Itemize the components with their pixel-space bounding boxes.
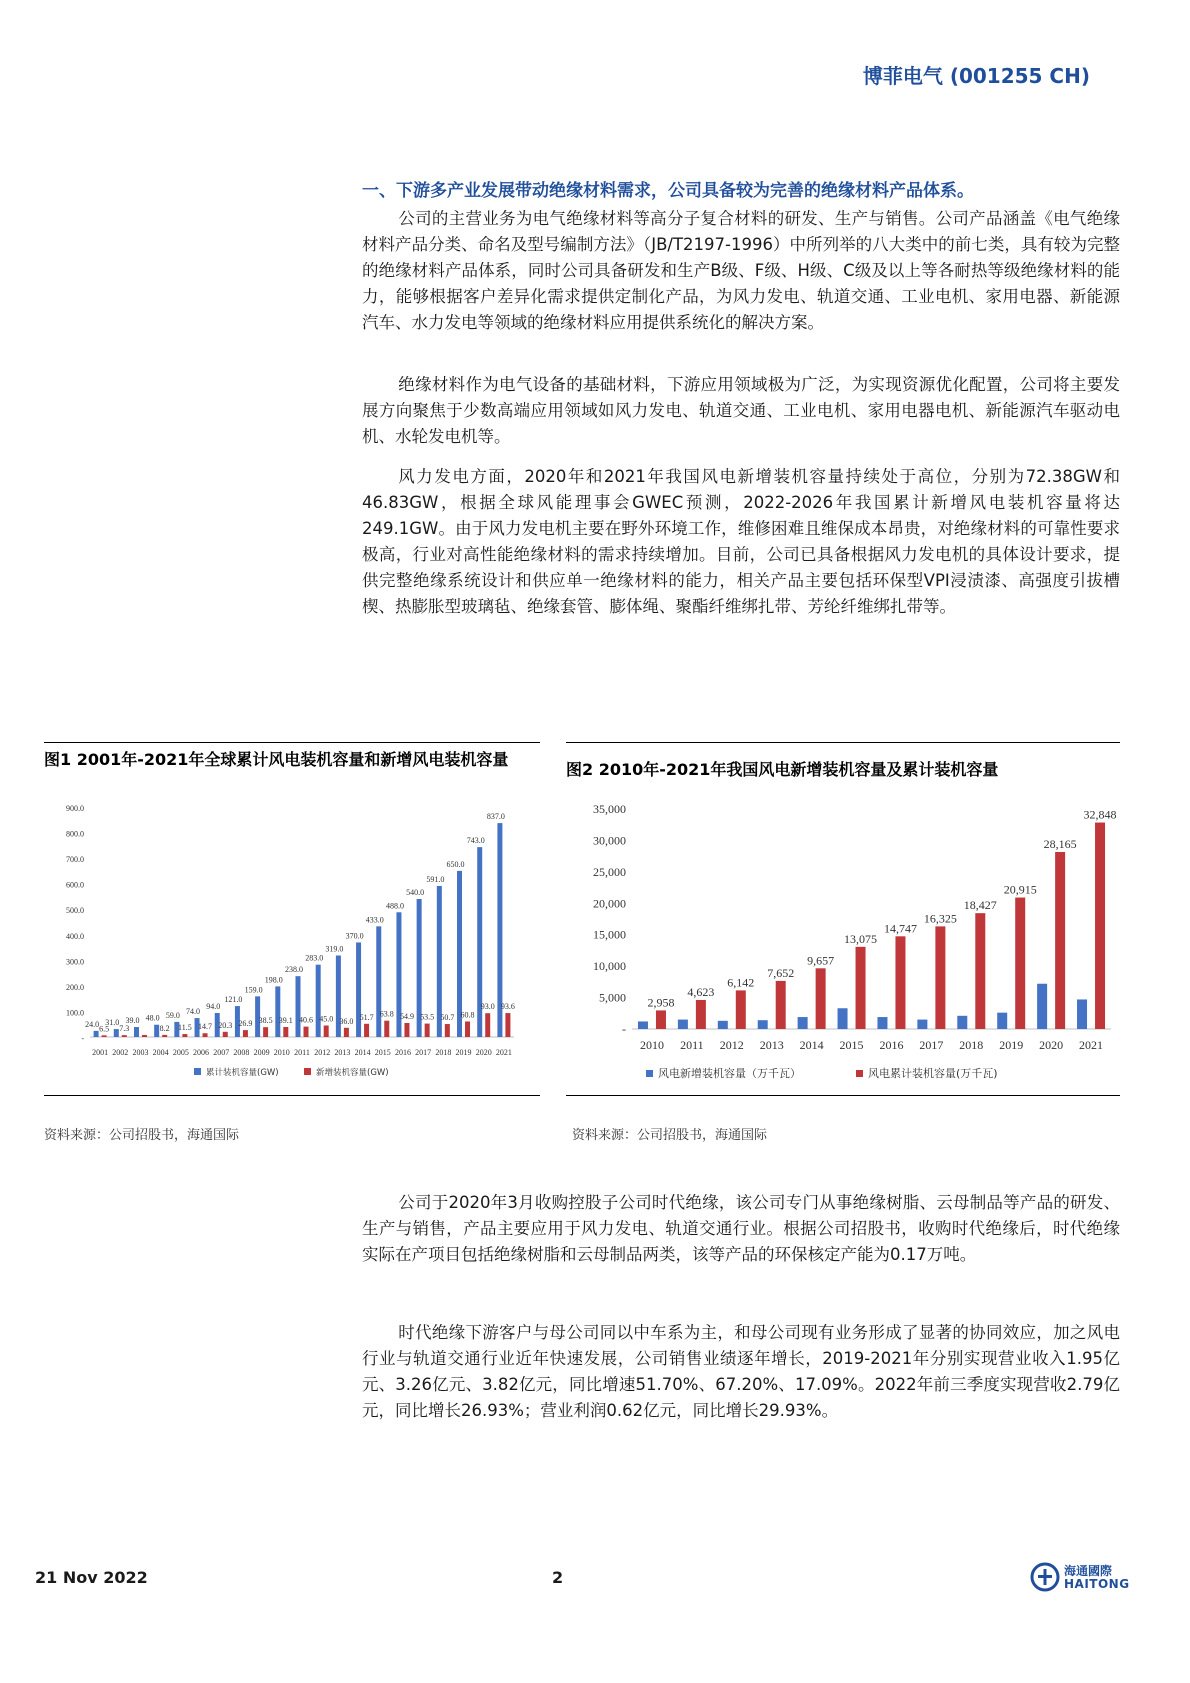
bar-series-2 (1095, 823, 1105, 1029)
bar-series-1 (877, 1017, 887, 1029)
figure-1-source: 资料来源：公司招股书，海通国际 (44, 1128, 240, 1143)
bar-series-2 (182, 1034, 187, 1037)
legend-label: 风电新增装机容量（万千瓦） (658, 1067, 801, 1080)
x-tick-label: 2018 (435, 1048, 452, 1057)
y-tick-label: 30,000 (593, 833, 626, 848)
figure-2-source: 资料来源：公司招股书，海通国际 (572, 1128, 768, 1143)
bar-series-2 (736, 990, 746, 1029)
haitong-logo-icon (1030, 1562, 1060, 1592)
data-label: 24.0 (85, 1019, 100, 1029)
data-label: 198.0 (264, 975, 283, 985)
legend-label: 累计装机容量(GW) (206, 1068, 279, 1078)
x-tick-label: 2011 (294, 1048, 310, 1057)
paragraph-text: 绝缘材料作为电气设备的基础材料，下游应用领域极为广泛，为实现资源优化配置，公司将主要发展方向聚焦于少数高端应用领域如风力发电、轨道交通、工业电机、家用电器电机、新能源汽车驱动电机、水轮发电机等。 (362, 375, 1120, 446)
x-tick-label: 2016 (394, 1048, 411, 1057)
x-tick-label: 2021 (1079, 1038, 1104, 1052)
data-label: 31.0 (105, 1018, 120, 1028)
data-label: 9,657 (807, 953, 835, 968)
y-tick-label: 900.0 (66, 804, 84, 813)
legend-label: 新增装机容量(GW) (316, 1068, 389, 1078)
bar-series-2 (404, 1023, 409, 1037)
y-tick-label: 35,000 (593, 802, 626, 816)
x-tick-label: 2002 (112, 1048, 129, 1057)
figure-2-title: 图2 2010年-2021年我国风电新增装机容量及累计装机容量 (566, 760, 999, 779)
y-tick-label: 400.0 (66, 931, 84, 941)
bar-series-1 (114, 1029, 119, 1037)
figure-1-title: 图1 2001年-2021年全球累计风电装机容量和新增风电装机容量 (44, 750, 509, 769)
bar-series-2 (344, 1028, 349, 1037)
bar-series-2 (816, 968, 826, 1029)
x-tick-label: 2005 (172, 1048, 189, 1057)
haitong-logo (1030, 1562, 1130, 1596)
bar-series-2 (1015, 898, 1025, 1029)
data-label: 159.0 (244, 985, 263, 995)
bar-series-1 (1077, 999, 1087, 1029)
bar-series-2 (203, 1033, 208, 1037)
data-label: 54.9 (399, 1011, 414, 1021)
data-label: 14.7 (198, 1022, 213, 1032)
bar-series-2 (324, 1026, 329, 1038)
data-label: 51.7 (359, 1012, 374, 1022)
paragraph-1 (362, 206, 1120, 336)
data-label: 18,427 (963, 898, 997, 913)
data-label: 650.0 (446, 859, 465, 869)
y-tick-label: 300.0 (66, 957, 84, 967)
bar-series-1 (678, 1020, 688, 1029)
y-tick-label: 500.0 (66, 906, 84, 916)
bar-series-1 (957, 1016, 967, 1029)
x-tick-label: 2012 (719, 1038, 744, 1052)
figure-2-chart (566, 795, 1120, 1095)
data-label: 591.0 (426, 874, 445, 884)
x-tick-label: 2003 (132, 1048, 149, 1057)
y-tick-label: 700.0 (66, 855, 84, 865)
x-tick-label: 2008 (233, 1048, 250, 1057)
bar-series-2 (895, 936, 905, 1029)
bar-series-2 (445, 1024, 450, 1037)
bar-series-2 (465, 1021, 470, 1037)
bar-series-1 (316, 965, 321, 1037)
page-number: 2 (552, 1568, 564, 1587)
legend-swatch (856, 1070, 863, 1077)
data-label: 13,075 (844, 931, 878, 946)
data-label: 20.3 (218, 1020, 233, 1030)
paragraph-text: 风力发电方面，2020年和2021年我国风电新增装机容量持续处于高位，分别为72.38GW和46.83GW，根据全球风能理事会GWEC预测，2022-2026年我国累计新增风电装机容量将达249.1GW。由于风力发电机主要在野外环境工作，维修困难且维保成本昂贵，对绝缘材料的可靠性要求极高，行业对高性能绝缘材料的需求持续增加。目前，公司已具备根据风力发电机的具体设计要求，提供完整绝缘系统设计和供应单一绝缘材料的能力，相关产品主要包括环保型VPI浸渍漆、高强度引拔槽楔、热膨胀型玻璃毡、绝缘套管、膨体绳、聚酯纤维绑扎带、芳纶纤维绑扎带等。 (362, 467, 1120, 616)
data-label: 8.2 (159, 1023, 170, 1033)
bar-series-1 (798, 1017, 808, 1029)
bar-series-1 (838, 1008, 848, 1029)
bar-series-2 (975, 913, 985, 1029)
bar-series-2 (1055, 852, 1065, 1029)
paragraph-4 (362, 1190, 1120, 1268)
x-tick-label: 2006 (193, 1048, 210, 1057)
data-label: 93.0 (480, 1002, 495, 1012)
bar-series-1 (718, 1021, 728, 1029)
y-tick-label: 10,000 (593, 959, 626, 974)
x-tick-label: 2020 (1039, 1038, 1064, 1052)
y-tick-label: - (81, 1034, 84, 1043)
data-label: 63.8 (379, 1009, 394, 1019)
legend-swatch (304, 1068, 311, 1075)
bar-series-2 (485, 1013, 490, 1037)
bar-series-2 (142, 1035, 147, 1037)
data-label: 39.0 (125, 1016, 140, 1026)
bar-series-2 (102, 1035, 107, 1037)
paragraph-text: 时代绝缘下游客户与母公司同以中车系为主，和母公司现有业务形成了显著的协同效应，加之风电行业与轨道交通行业近年快速发展，公司销售业绩逐年增长，2019-2021年分别实现营业收入1.95亿元、3.26亿元、3.82亿元，同比增速51.70%、67.20%、17.09%。2022年前三季度实现营收2.79亿元，同比增长26.93%；营业利润0.62亿元，同比增长29.93%。 (362, 1323, 1120, 1420)
data-label: 26.9 (238, 1019, 253, 1029)
bar-series-2 (776, 981, 786, 1029)
data-label: 283.0 (305, 953, 324, 963)
bar-series-2 (304, 1027, 309, 1037)
bar-series-2 (656, 1010, 666, 1029)
x-tick-label: 2014 (799, 1038, 824, 1052)
data-label: 7.3 (119, 1024, 130, 1034)
data-label: 32,848 (1083, 807, 1117, 822)
data-label: 93.6 (500, 1002, 515, 1012)
data-label: 48.0 (145, 1013, 160, 1023)
paragraph-3 (362, 464, 1120, 620)
x-tick-label: 2011 (680, 1038, 704, 1052)
data-label: 319.0 (325, 944, 344, 954)
data-label: 2,958 (647, 995, 675, 1010)
x-tick-label: 2010 (639, 1038, 664, 1052)
paragraph-2 (362, 372, 1120, 450)
x-tick-label: 2010 (273, 1048, 290, 1057)
bar-series-1 (758, 1020, 768, 1029)
data-label: 38.5 (258, 1016, 273, 1026)
bar-series-2 (384, 1021, 389, 1037)
data-label: 50.7 (440, 1013, 455, 1023)
logo-text-cn: 海通國際 (1064, 1564, 1113, 1578)
bar-series-1 (1037, 984, 1047, 1029)
data-label: 6,142 (727, 975, 755, 990)
bar-series-1 (356, 942, 361, 1037)
data-label: 837.0 (486, 812, 505, 822)
x-tick-label: 2021 (495, 1048, 512, 1057)
data-label: 743.0 (466, 836, 485, 846)
bar-series-2 (223, 1032, 228, 1037)
data-label: 11.5 (178, 1023, 192, 1033)
data-label: 40.6 (299, 1015, 313, 1025)
legend-swatch (194, 1068, 201, 1075)
bar-series-1 (997, 1013, 1007, 1029)
legend-swatch (646, 1070, 653, 1077)
paragraph-text: 公司于2020年3月收购控股子公司时代绝缘，该公司专门从事绝缘树脂、云母制品等产品的研发、生产与销售，产品主要应用于风力发电、轨道交通行业。根据公司招股书，收购时代绝缘后，时代绝缘实际在产项目包括绝缘树脂和云母制品两类，该等产品的环保核定产能为0.17万吨。 (362, 1193, 1120, 1264)
x-tick-label: 2009 (253, 1048, 270, 1057)
x-tick-label: 2001 (92, 1048, 109, 1057)
x-tick-label: 2016 (879, 1038, 904, 1052)
y-tick-label: 200.0 (66, 982, 84, 992)
data-label: 59.0 (165, 1010, 180, 1020)
bar-series-1 (275, 986, 280, 1037)
data-label: 39.1 (278, 1016, 293, 1026)
y-tick-label: 600.0 (66, 880, 84, 890)
y-tick-label: 800.0 (66, 829, 84, 839)
bar-series-2 (263, 1027, 268, 1037)
data-label: 60.8 (460, 1010, 475, 1020)
footer-date: 21 Nov 2022 (35, 1568, 148, 1587)
legend-label: 风电累计装机容量(万千瓦) (868, 1067, 998, 1080)
x-tick-label: 2015 (839, 1038, 864, 1052)
data-label: 16,325 (923, 911, 957, 926)
bar-series-2 (364, 1024, 369, 1037)
x-tick-label: 2017 (919, 1038, 944, 1052)
bar-series-2 (856, 947, 866, 1029)
bar-series-2 (283, 1027, 288, 1037)
bar-series-1 (154, 1025, 159, 1037)
data-label: 370.0 (345, 931, 364, 941)
x-tick-label: 2019 (455, 1048, 472, 1057)
bar-series-2 (243, 1030, 248, 1037)
y-tick-label: 15,000 (593, 927, 626, 942)
x-tick-label: 2019 (999, 1038, 1024, 1052)
bar-series-2 (505, 1013, 510, 1037)
bar-series-2 (162, 1035, 167, 1037)
section-heading: 一、下游多产业发展带动绝缘材料需求，公司具备较为完善的绝缘材料产品体系。 (362, 181, 974, 201)
report-title: 博菲电气 (001255 CH) (862, 64, 1090, 88)
data-label: 28,165 (1043, 836, 1077, 851)
data-label: 53.5 (420, 1012, 435, 1022)
figure-1 (44, 742, 540, 1096)
data-label: 74.0 (186, 1007, 201, 1017)
data-label: 20,915 (1003, 882, 1037, 897)
logo-text-en: HAITONG (1064, 1577, 1130, 1591)
data-label: 4,623 (687, 984, 715, 999)
y-tick-label: - (622, 1022, 626, 1036)
data-label: 433.0 (365, 915, 384, 925)
figure-1-chart (44, 793, 540, 1093)
bar-series-1 (917, 1020, 927, 1029)
data-label: 94.0 (206, 1001, 221, 1011)
bar-series-2 (935, 926, 945, 1029)
bar-series-2 (122, 1035, 127, 1037)
y-tick-label: 25,000 (593, 864, 626, 879)
x-tick-label: 2020 (475, 1048, 492, 1057)
data-label: 238.0 (285, 965, 303, 975)
data-label: 45.0 (319, 1014, 334, 1024)
bar-series-2 (696, 1000, 706, 1029)
data-label: 121.0 (224, 995, 243, 1005)
bar-series-1 (638, 1021, 648, 1029)
y-tick-label: 5,000 (599, 990, 626, 1005)
data-label: 36.0 (339, 1016, 354, 1026)
x-tick-label: 2013 (334, 1048, 351, 1057)
x-tick-label: 2013 (759, 1038, 784, 1052)
data-label: 6.5 (99, 1024, 110, 1034)
figure-2 (566, 742, 1120, 1096)
x-tick-label: 2018 (959, 1038, 984, 1052)
x-tick-label: 2007 (213, 1048, 230, 1057)
paragraph-5 (362, 1320, 1120, 1424)
data-label: 488.0 (385, 901, 404, 911)
data-label: 7,652 (767, 965, 795, 980)
x-tick-label: 2015 (374, 1048, 391, 1057)
bar-series-1 (94, 1031, 99, 1037)
bar-series-1 (376, 926, 381, 1037)
x-tick-label: 2004 (152, 1048, 169, 1057)
bar-series-1 (296, 976, 301, 1037)
bar-series-2 (425, 1024, 430, 1037)
data-label: 540.0 (406, 888, 425, 897)
x-tick-label: 2014 (354, 1048, 371, 1057)
x-tick-label: 2012 (314, 1048, 331, 1057)
y-tick-label: 20,000 (593, 896, 626, 911)
data-label: 14,747 (883, 921, 917, 936)
x-tick-label: 2017 (415, 1048, 432, 1057)
y-tick-label: 100.0 (66, 1008, 84, 1018)
paragraph-text: 公司的主营业务为电气绝缘材料等高分子复合材料的研发、生产与销售。公司产品涵盖《电气绝缘材料产品分类、命名及型号编制方法》（JB/T2197-1996）中所列举的八大类中的前七类，具有较为完整的绝缘材料产品体系，同时公司具备研发和生产B级、F级、H级、C级及以上等各耐热等级绝缘材料的能力，能够根据客户差异化需求提供定制化产品，为风力发电、轨道交通、工业电机、家用电器、新能源汽车、水力发电等领域的绝缘材料应用提供系统化的解决方案。 (362, 209, 1120, 332)
bar-series-1 (134, 1027, 139, 1037)
